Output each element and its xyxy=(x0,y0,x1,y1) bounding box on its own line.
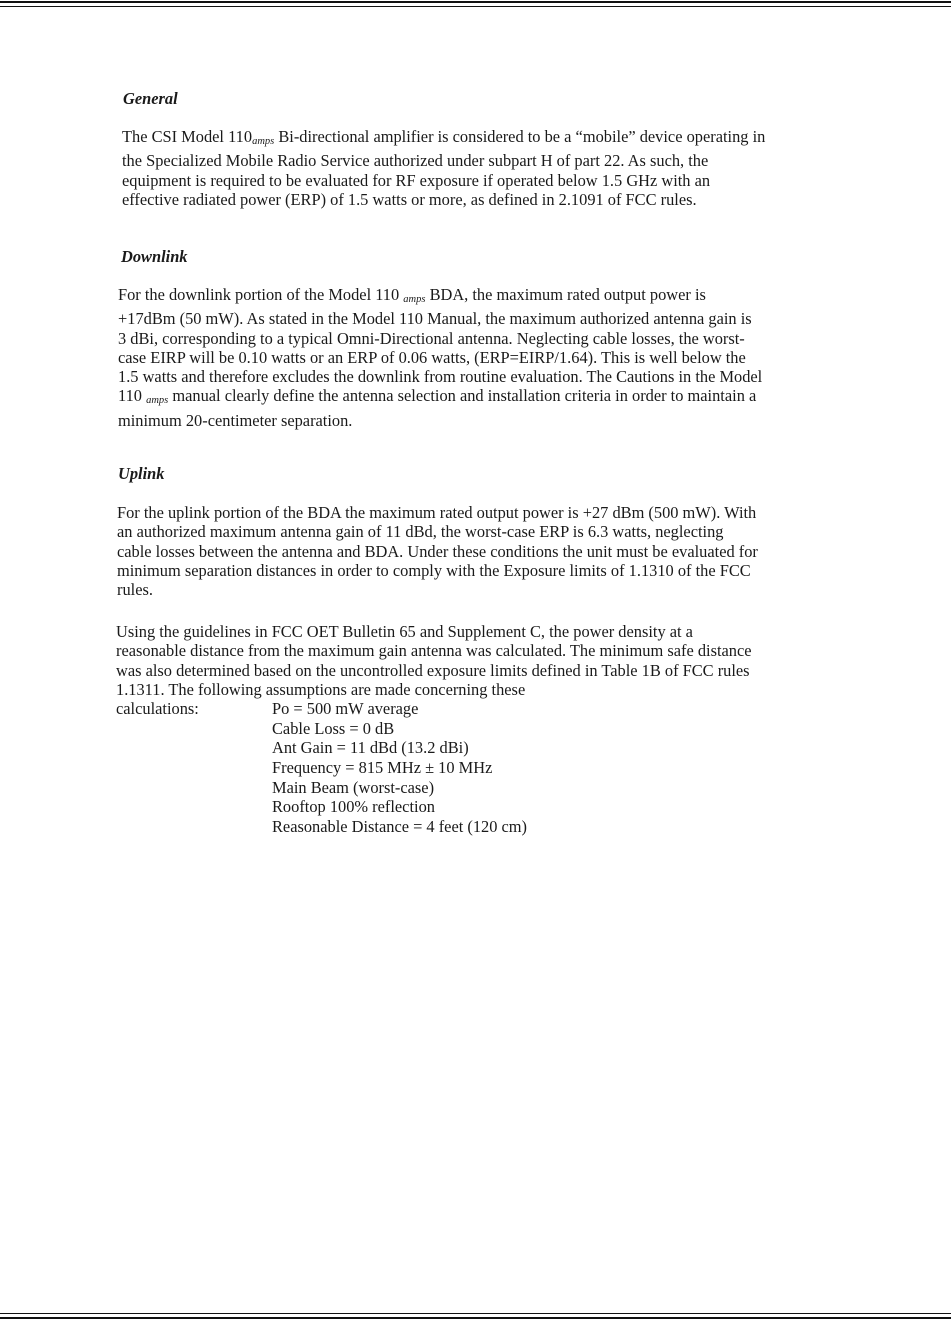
assumption-cable-loss: Cable Loss = 0 dB xyxy=(272,718,395,738)
assumption-item xyxy=(116,699,761,719)
guidelines-text: Using the guidelines in FCC OET Bulletin 65 and Supplement C, the power density at a reasonable distance from the maximum gain antenna was calculated. The minimum safe distance was also determined based on the uncontrolled exposure limits defined in Table 1B of FCC rules 1.1311. The following assumptions are made concerning these xyxy=(116,622,752,699)
assumption-ant-gain: Ant Gain = 11 dBd (13.2 dBi) xyxy=(272,738,469,758)
bottom-rule-thin xyxy=(0,1313,951,1314)
top-rule-thin xyxy=(0,6,951,7)
heading-general: General xyxy=(123,89,178,108)
calculations-label: calculations: xyxy=(116,699,199,719)
amps-subscript: amps xyxy=(252,136,275,147)
heading-downlink: Downlink xyxy=(121,247,188,266)
assumption-item xyxy=(116,797,761,817)
assumption-distance: Reasonable Distance = 4 feet (120 cm) xyxy=(272,816,528,836)
paragraph-guidelines xyxy=(116,622,761,836)
paragraph-downlink xyxy=(118,285,763,430)
assumption-item xyxy=(116,758,761,778)
general-text-b: Bi-directional amplifier is considered to be a “mobile” device operating in the Specialized Mobile Radio Service authorized under subpart H of part 22. As such, the equipment is required to be evaluated for RF exposure if operated below 1.5 GHz with an effective radiated power (ERP) of 1.5 watts or more, as defined in 2.1091 of FCC rules. xyxy=(122,127,766,209)
assumption-item xyxy=(116,719,761,739)
amps-subscript: amps xyxy=(146,395,169,407)
paragraph-uplink: For the uplink portion of the BDA the maximum rated output power is +27 dBm (500 mW). With an authorized maximum antenna gain of 11 dBd, the worst-case ERP is 6.3 watts, neglecting cable losses between the antenna and BDA. Under these conditions the unit must be evaluated for minimum separation distances in order to comply with the Exposure limits of 1.1310 of the FCC rules. xyxy=(117,503,758,600)
assumption-rooftop: Rooftop 100% reflection xyxy=(272,797,435,817)
assumption-list xyxy=(116,699,761,836)
top-rule xyxy=(0,1,951,3)
heading-uplink: Uplink xyxy=(118,464,165,483)
assumption-frequency: Frequency = 815 MHz ± 10 MHz xyxy=(272,757,493,777)
downlink-text-b: BDA, the maximum rated output power is +17dBm (50 mW). As stated in the Model 110 Manual, the maximum authorized antenna gain is 3 dBi, corresponding to a typical Omni-Directional antenna. Neglecting cable losses, the worst-case EIRP will be 0.10 watts or an ERP of 0.06 watts, (ERP=EIRP/1.64). This is well below the 1.5 watts and therefore excludes the downlink from routine evaluation. The Cautions in the Model 110 xyxy=(118,285,763,406)
assumption-main-beam: Main Beam (worst-case) xyxy=(272,777,435,797)
bottom-rule xyxy=(0,1317,951,1319)
amps-subscript: amps xyxy=(403,294,426,305)
assumption-item xyxy=(116,738,761,758)
general-text-a: The CSI Model 110 xyxy=(122,127,253,146)
downlink-text-c: manual clearly define the antenna selection and installation criteria in order to maintain a minimum 20-centimeter separation. xyxy=(118,386,757,430)
downlink-text-a: For the downlink portion of the Model 110 xyxy=(118,285,404,304)
assumption-item xyxy=(116,817,761,837)
assumption-item xyxy=(116,778,761,798)
paragraph-general xyxy=(122,127,767,209)
assumption-po: Po = 500 mW average xyxy=(272,699,419,719)
